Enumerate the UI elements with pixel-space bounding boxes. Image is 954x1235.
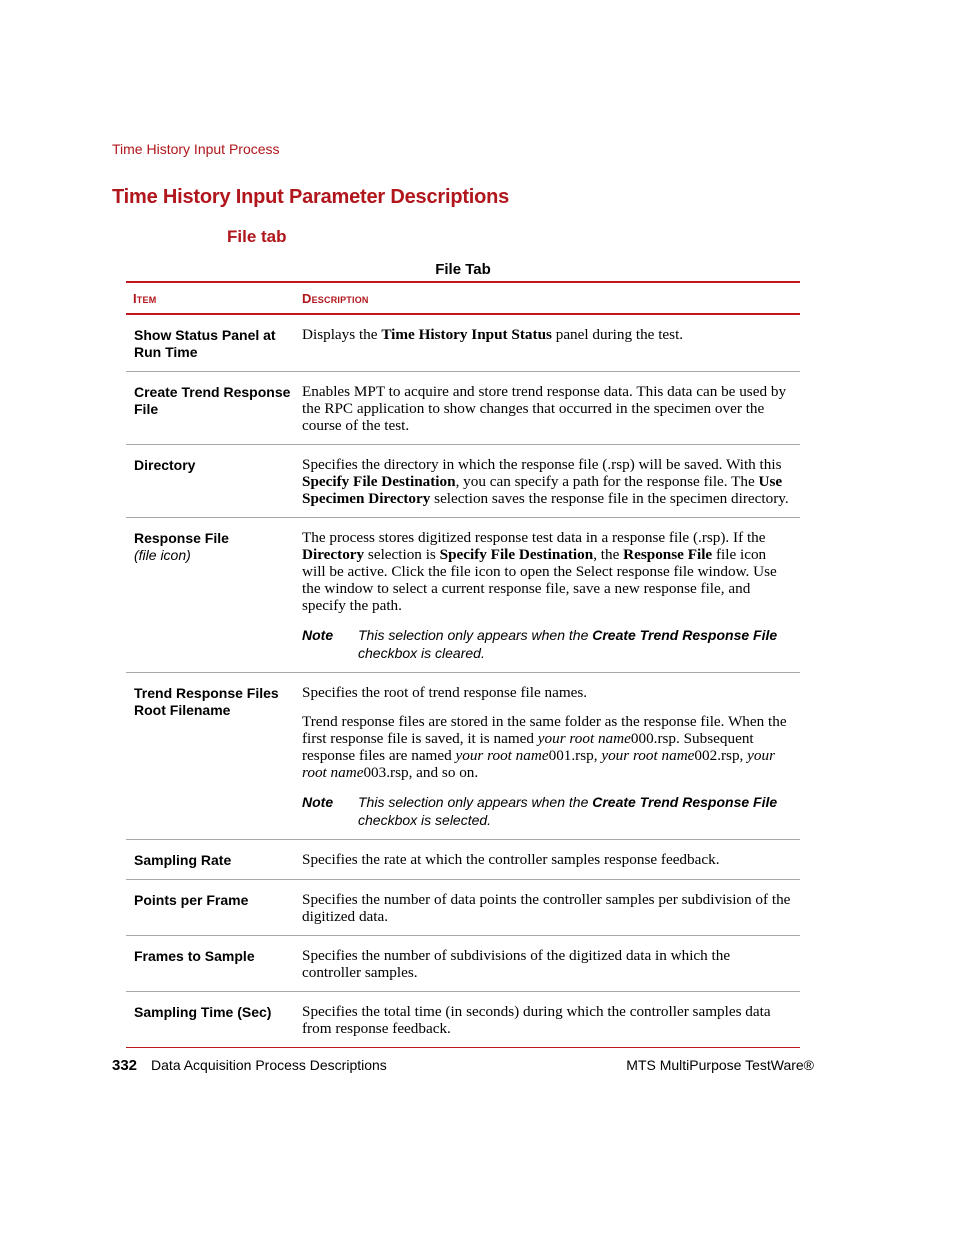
description-text: Specifies the directory in which the response file (.rsp) will be saved. With this Specify File Destination, you can specify a path for the response file. The Use Specimen Directory selection saves the response file in the specimen directory. [302,456,789,507]
note-text: This selection only appears when the Create Trend Response File checkbox is cleared. [358,627,778,661]
item-label: Points per Frame [134,892,249,908]
page-number: 332 [112,1057,138,1074]
footer-section: Data Acquisition Process Descriptions [151,1057,387,1073]
description-text: Specifies the number of subdivisions of the digitized data in which the controller samples. [302,947,731,981]
footer-product: MTS MultiPurpose TestWare® [626,1057,814,1073]
item-label: Directory [134,457,196,473]
description-text: Displays the Time History Input Status panel during the test. [302,326,684,343]
table-row [126,518,800,673]
row-item-name [126,315,302,371]
table-body [126,315,800,1047]
row-item-name [126,445,302,517]
table-row [126,315,800,372]
description-text: Specifies the rate at which the controller samples response feedback. [302,851,720,868]
item-label: Show Status Panel at Run Time [134,327,276,360]
table-header [126,283,800,315]
item-label: Sampling Rate [134,852,232,868]
row-item-name [126,673,302,839]
row-description [302,992,800,1047]
description-text: The process stores digitized response test data in a response file (.rsp). If the Directory selection is Specify File Destination, the Response File file icon will be active. Click the file icon to open the Select response file window. Use the window to select a current response file, save a new response file, and specify the path. [302,529,777,614]
table-row [126,445,800,518]
section-subheading: File tab [227,227,287,246]
row-description [302,840,800,879]
page-footer [112,1057,814,1074]
row-item-name [126,936,302,991]
table-row [126,936,800,992]
item-label: Sampling Time (Sec) [134,1004,272,1020]
row-description [302,673,800,839]
item-label: Trend Response Files Root Filename [134,685,279,718]
row-description [302,445,800,517]
note [302,793,792,829]
table-row [126,673,800,840]
note-label: Note [302,794,334,810]
note-text: This selection only appears when the Create Trend Response File checkbox is selected. [358,794,778,828]
item-label: Create Trend Response File [134,384,291,417]
description-text: Specifies the total time (in seconds) during which the controller samples data from response feedback. [302,1003,771,1037]
row-item-name [126,518,302,672]
row-item-name [126,880,302,935]
description-text: Specifies the root of trend response file names. [302,684,588,701]
table-row [126,840,800,880]
row-description [302,518,800,672]
row-item-name [126,840,302,879]
table-row [126,880,800,936]
row-description [302,372,800,444]
row-description [302,936,800,991]
row-description [302,315,800,371]
row-item-name [126,372,302,444]
description-text: Enables MPT to acquire and store trend response data. This data can be used by the RPC application to show changes that occurred in the specimen over the course of the test. [302,383,787,434]
breadcrumb[interactable]: Time History Input Process [112,141,280,157]
row-item-name [126,992,302,1047]
file-tab-table [126,281,800,1048]
note [302,626,792,662]
item-label: Response File [134,530,229,546]
item-label: Frames to Sample [134,948,255,964]
item-sublabel: (file icon) [134,547,191,563]
description-text: Trend response files are stored in the same folder as the response file. When the first response file is saved, it is named your root name000.rsp. Subsequent response files are named your root name001.rsp, your root name002.rsp, your root name003.rsp, and so on. [302,713,787,781]
column-header-item: Item [133,290,157,306]
table-caption: File Tab [435,261,491,278]
page-title: Time History Input Parameter Descriptions [112,186,510,208]
column-header-description: Description [302,290,369,306]
note-label: Note [302,627,334,643]
row-description [302,880,800,935]
description-text: Specifies the number of data points the controller samples per subdivision of the digitized data. [302,891,791,925]
table-row [126,372,800,445]
table-row [126,992,800,1047]
